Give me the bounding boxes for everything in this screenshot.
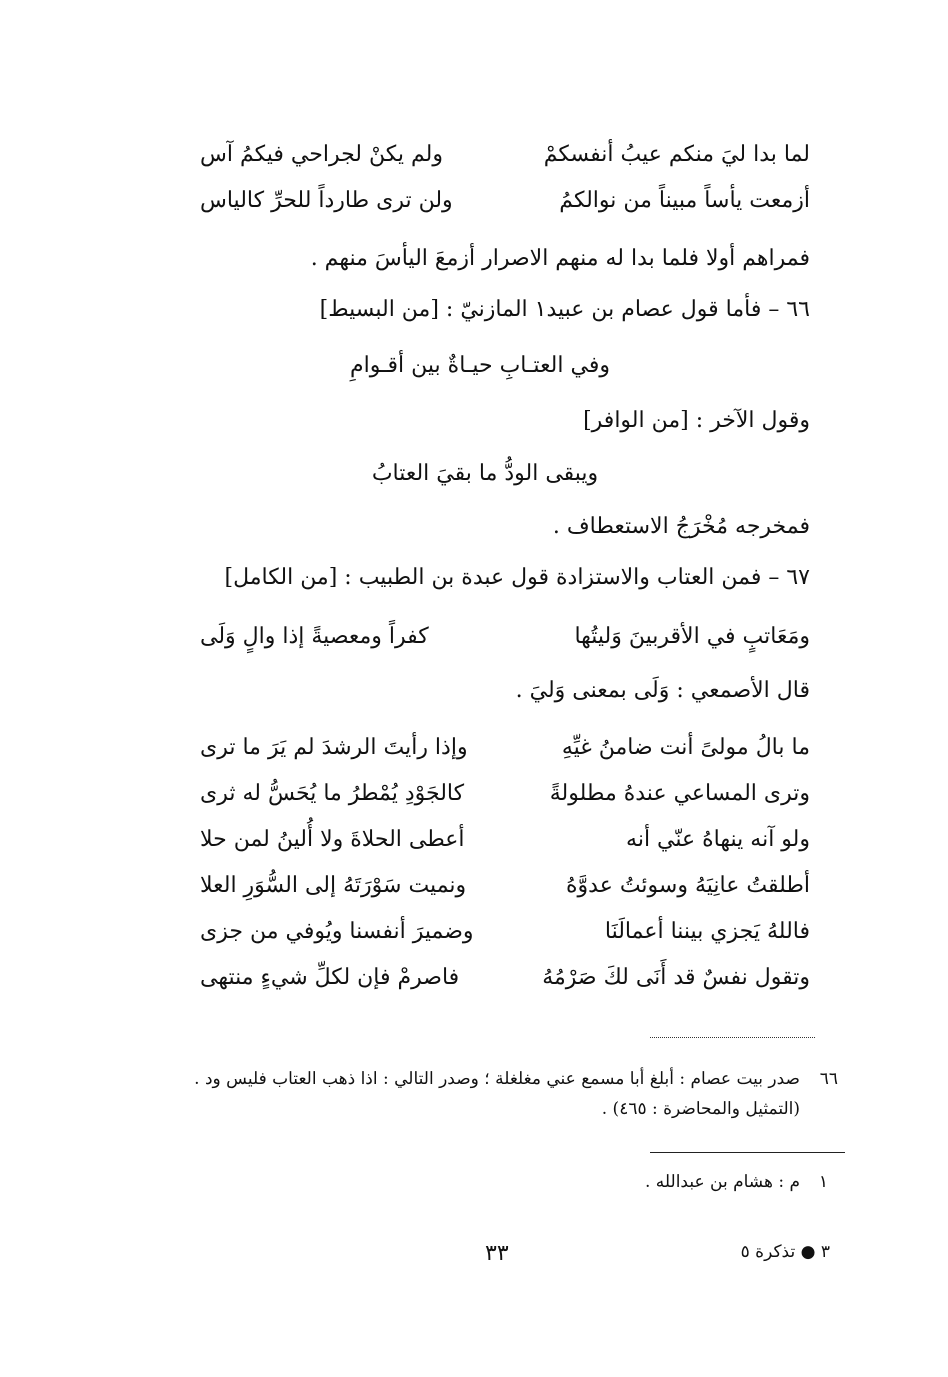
verse-second-hemistich: كالجَوْدِ يُمْطرُ ما يُحَسُّ له ثرى <box>200 781 465 806</box>
page-number: ٣٣ <box>485 1241 509 1266</box>
verse-second-hemistich: أعطى الحلاةَ ولا أُلينُ لمن حلا <box>200 827 465 852</box>
prose-line: قال الأصمعي : وَلَى بمعنى وَليَ . <box>515 678 810 703</box>
verse-second-hemistich: وإذا رأيتَ الرشدَ لم يَرَ ما ترى <box>200 735 468 760</box>
footnote-number: ٦٦ <box>819 1069 838 1089</box>
verse-second-hemistich: ولن ترى طارداً للحرِّ كالياس <box>200 188 453 213</box>
verse-row <box>200 825 810 859</box>
verse-first-hemistich: أزمعت يأساً مبيناً من نوالكمُ <box>559 188 810 213</box>
verse-first-hemistich: ولو آنه ينهاهُ عنّي أنه <box>626 827 810 852</box>
quoted-hemistich: ويبقى الودُّ ما بقيَ العتابُ <box>371 461 599 486</box>
footnote-text: م : هشام بن عبدالله . <box>644 1172 800 1192</box>
verse-row <box>200 186 810 220</box>
prose-line: وقول الآخر : [من الوافر] <box>583 408 810 433</box>
verse-second-hemistich: ولم يكنْ لجراحي فيكمُ آس <box>200 142 443 167</box>
prose-line: فمخرجه مُخْرَجُ الاستعطاف . <box>552 514 810 539</box>
verse-row <box>200 733 810 767</box>
verse-row <box>200 779 810 813</box>
verse-second-hemistich: كفراً ومعصيةً إذا والٍ وَلَى <box>200 624 429 649</box>
footnote-text: صدر بيت عصام : أبلغ أبا مسمع عني مغلغلة ؛ وصدر التالي : اذا ذهب العتاب فليس ود . <box>194 1069 800 1089</box>
footnote-separator-dotted <box>650 1037 815 1038</box>
verse-first-hemistich: ما بالُ مولىً أنت ضامنُ غيِّهِ <box>561 735 810 760</box>
footnote-text: (التمثيل والمحاضرة : ٤٦٥) . <box>601 1099 800 1119</box>
verse-first-hemistich: لما بدا ليَ منكم عيبُ أنفسكمْ <box>543 142 810 167</box>
verse-first-hemistich: ومَعَاتبٍ في الأقربينَ وَليتُها <box>574 624 810 649</box>
item-67-heading: ٦٧ – فمن العتاب والاستزادة قول عبدة بن الطبيب : [من الكامل] <box>224 565 810 590</box>
verse-first-hemistich: وتقول نفسٌ قد أَنَى لكَ صَرْمُهُ <box>542 965 810 990</box>
verse-first-hemistich: أطلقتُ عانِيَهُ وسوئتُ عدوَّهُ <box>566 873 810 898</box>
verse-second-hemistich: فاصرمْ فإن لكلِّ شيءٍ منتهى <box>200 965 460 990</box>
verse-first-hemistich: وترى المساعي عندهُ مطلولةً <box>549 781 810 806</box>
verse-second-hemistich: وضميرَ أنفسنا ويُوفي من جزى <box>200 919 474 944</box>
verse-second-hemistich: ونميت سَوْرَتَهُ إلى السُّوَرِ العلا <box>200 873 467 898</box>
verse-row <box>200 917 810 951</box>
item-66-heading: ٦٦ – فأما قول عصام بن عبيد١ المازنيّ : [من البسيط] <box>319 297 810 322</box>
verse-first-hemistich: فاللهُ يَجزي بيننا أعمالَنَا <box>604 919 810 944</box>
signature-mark: ٣ ● تذكرة ٥ <box>740 1242 830 1262</box>
footnote-separator-rule <box>650 1152 845 1153</box>
verse-row <box>200 140 810 174</box>
footnote-number: ١ <box>818 1172 828 1192</box>
quoted-hemistich: وفي العتـابِ حيـاةٌ بين أقـوامِ <box>350 353 610 378</box>
verse-row <box>200 963 810 997</box>
verse-row <box>200 871 810 905</box>
prose-line: فمراهم أولا فلما بدا له منهم الاصرار أزمعَ اليأسَ منهم . <box>310 246 810 271</box>
verse-row <box>200 622 810 656</box>
